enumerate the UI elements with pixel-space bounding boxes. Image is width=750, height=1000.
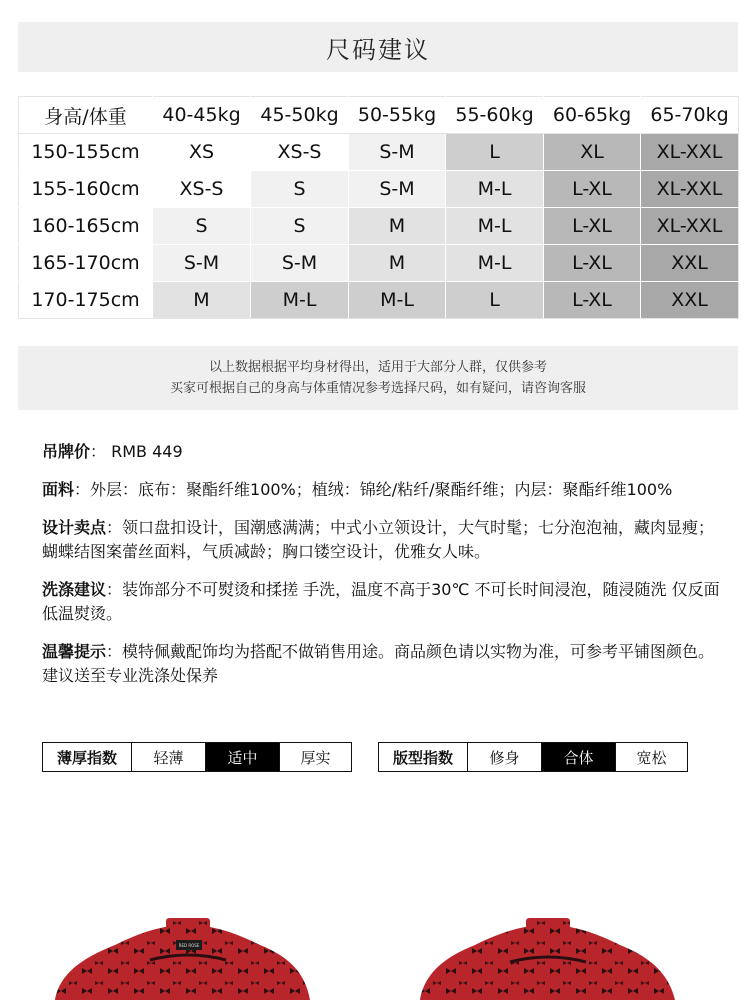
size-cell: XXL	[641, 282, 739, 319]
fit-option: 宽松	[615, 743, 687, 771]
product-photos	[0, 900, 750, 1000]
size-guide-title-bar	[18, 22, 738, 72]
size-cell: S	[251, 208, 349, 245]
table-row	[19, 282, 739, 319]
tip-value: ：模特佩戴配饰均为搭配不做销售用途。商品颜色请以实物为准，可参考平铺图颜色。建议送至专业洗涤处保养	[42, 642, 715, 685]
page-title: 尺码建议	[326, 35, 430, 64]
size-cell: XS-S	[251, 134, 349, 171]
design-label: 设计卖点	[42, 518, 107, 537]
size-cell: M-L	[446, 245, 544, 282]
row-height-cell: 170-175cm	[19, 282, 153, 319]
fit-option: 修身	[467, 743, 541, 771]
size-cell: XS	[153, 134, 251, 171]
size-cell: XL-XXL	[641, 208, 739, 245]
table-row	[19, 245, 739, 282]
row-height-cell: 165-170cm	[19, 245, 153, 282]
size-cell: XL	[544, 134, 641, 171]
size-cell: L-XL	[544, 282, 641, 319]
size-cell: S-M	[349, 171, 446, 208]
thickness-option: 轻薄	[131, 743, 205, 771]
size-cell: L	[446, 134, 544, 171]
fabric-label: 面料	[42, 480, 75, 499]
row-height-cell: 155-160cm	[19, 171, 153, 208]
fabric-value: ：外层：底布：聚酯纤维100%；植绒：锦纶/粘纤/聚酯纤维；内层：聚酯纤维100%	[74, 480, 673, 499]
table-header-cell: 身高/体重	[19, 97, 153, 134]
table-header-cell: 45-50kg	[251, 97, 349, 134]
size-cell: M	[349, 208, 446, 245]
size-cell: M-L	[446, 171, 544, 208]
size-cell: S-M	[349, 134, 446, 171]
size-cell: XS-S	[153, 171, 251, 208]
size-cell: XXL	[641, 245, 739, 282]
table-row	[19, 208, 739, 245]
size-cell: M	[349, 245, 446, 282]
size-cell: XL-XXL	[641, 134, 739, 171]
size-cell: S	[153, 208, 251, 245]
size-cell: L-XL	[544, 208, 641, 245]
size-cell: S-M	[153, 245, 251, 282]
table-header-cell: 55-60kg	[446, 97, 544, 134]
left-blouse-photo	[55, 918, 310, 1000]
table-header-row	[19, 97, 739, 134]
row-height-cell: 160-165cm	[19, 208, 153, 245]
table-row	[19, 171, 739, 208]
size-cell: M-L	[251, 282, 349, 319]
thickness-index	[42, 742, 352, 772]
note-line: 买家可根据自己的身高与体重情况参考选择尺码，如有疑问，请咨询客服	[169, 381, 586, 396]
price-line	[42, 440, 722, 464]
thickness-option: 适中	[205, 743, 279, 771]
size-cell: L-XL	[544, 245, 641, 282]
size-cell: M	[153, 282, 251, 319]
price-value: ： RMB 449	[90, 442, 183, 461]
design-line	[42, 516, 722, 564]
size-cell: XL-XXL	[641, 171, 739, 208]
fabric-line	[42, 478, 722, 502]
table-row	[19, 134, 739, 171]
table-header-cell: 50-55kg	[349, 97, 446, 134]
size-cell: M-L	[349, 282, 446, 319]
row-height-cell: 150-155cm	[19, 134, 153, 171]
fit-option: 合体	[541, 743, 615, 771]
tip-label: 温馨提示	[42, 642, 107, 661]
fit-label: 版型指数	[392, 748, 453, 767]
wash-label: 洗涤建议	[42, 580, 107, 599]
note-line: 以上数据根据平均身材得出，适用于大部分人群，仅供参考	[208, 360, 547, 375]
fit-index	[378, 742, 688, 772]
design-value: ：领口盘扣设计，国潮感满满；中式小立领设计，大气时髦；七分泡泡袖，藏肉显瘦；蝴蝶结图案蕾丝面料，气质减龄；胸口镂空设计，优雅女人味。	[42, 518, 715, 561]
size-cell: S	[251, 171, 349, 208]
table-header-cell: 65-70kg	[641, 97, 739, 134]
size-table	[18, 96, 739, 319]
size-cell: L-XL	[544, 171, 641, 208]
brand-tag: RED ROSE	[178, 943, 200, 948]
wash-value: ：装饰部分不可熨烫和揉搓 手洗，温度不高于30℃ 不可长时间浸泡，随浸随洗 仅反面低温熨烫。	[42, 580, 720, 623]
table-header-cell: 40-45kg	[153, 97, 251, 134]
size-cell: M-L	[446, 208, 544, 245]
product-info	[42, 440, 722, 702]
right-blouse-photo	[420, 918, 675, 1000]
size-note-bar	[18, 346, 738, 410]
thickness-option: 厚实	[279, 743, 351, 771]
wash-line	[42, 578, 722, 626]
price-label: 吊牌价	[42, 442, 91, 461]
tip-line	[42, 640, 722, 688]
size-cell: S-M	[251, 245, 349, 282]
size-cell: L	[446, 282, 544, 319]
product-photo-crops	[0, 900, 750, 1000]
thickness-label: 薄厚指数	[56, 748, 117, 767]
table-header-cell: 60-65kg	[544, 97, 641, 134]
